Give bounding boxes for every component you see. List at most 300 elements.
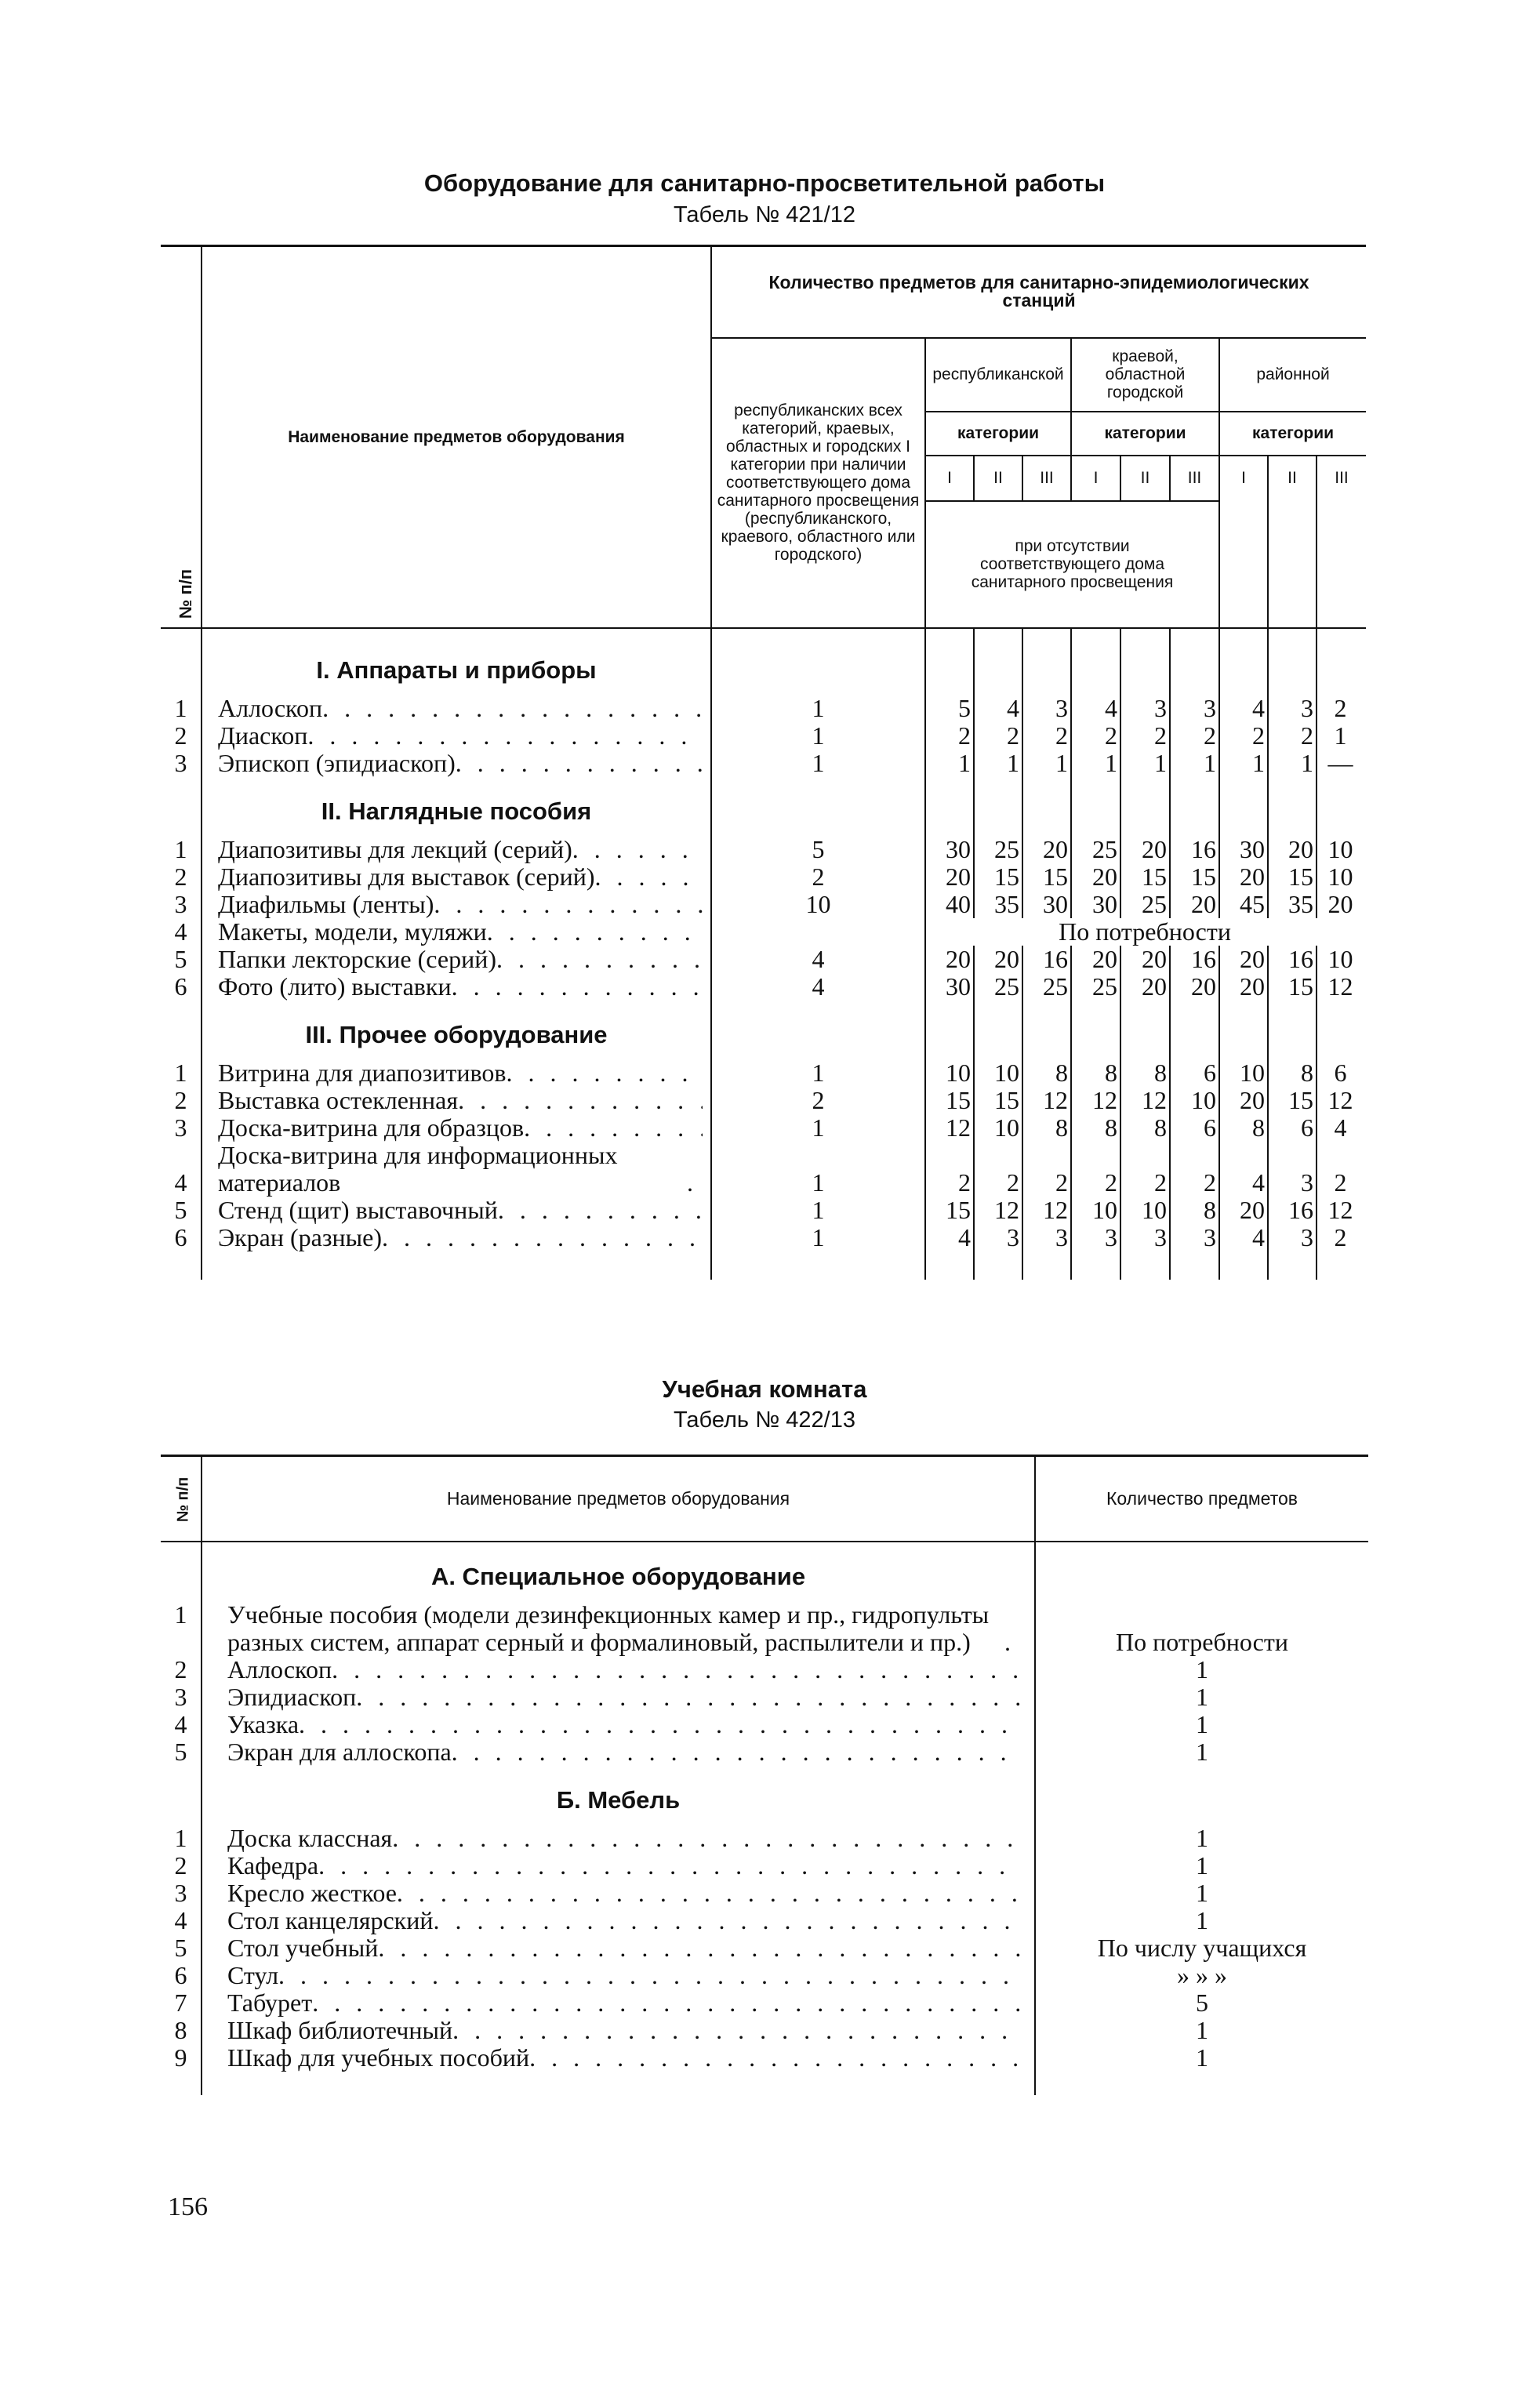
item-name <box>202 946 711 973</box>
dot-leader <box>307 722 703 750</box>
item-name-wrap <box>202 1907 1034 1934</box>
header-cat: I <box>925 456 974 501</box>
dot-leader <box>452 1738 1020 1766</box>
item-name-text: Доска классная <box>227 1823 393 1852</box>
quantity-value: 1 <box>1035 1656 1368 1683</box>
section-num <box>161 1001 202 1059</box>
empty-cell <box>1022 636 1071 695</box>
category-value: 2 <box>1317 695 1366 722</box>
item-name <box>202 1656 1035 1683</box>
category-value: 4 <box>1219 695 1268 722</box>
category-value: 16 <box>1170 836 1219 863</box>
row-number: 2 <box>161 863 202 891</box>
item-name-text: Табурет <box>227 1988 313 2017</box>
category-value: 16 <box>1268 946 1317 973</box>
category-value: 1 <box>1071 750 1120 777</box>
spacer-cell <box>1170 628 1219 636</box>
item-name-text: Стенд (щит) выставочный <box>218 1195 498 1224</box>
quantity-value: 1 <box>1035 1852 1368 1880</box>
item-name-text: Экран (разные) <box>218 1222 382 1251</box>
dot-leader <box>382 1224 703 1251</box>
row-number: 9 <box>161 2044 202 2072</box>
category-value: 8 <box>1071 1059 1120 1087</box>
item-name-text: Шкаф для учебных пособий <box>227 2043 530 2072</box>
empty-cell <box>711 1001 925 1059</box>
item-name-text: Диафильмы (ленты) <box>218 889 434 918</box>
category-value: 1 <box>925 750 974 777</box>
category-value: 16 <box>1268 1197 1317 1224</box>
spacer-cell <box>202 628 711 636</box>
table-row <box>161 1059 1366 1087</box>
rep-all-value: 4 <box>711 946 925 973</box>
category-value: 2 <box>1268 722 1317 750</box>
header-name: Наименование предметов оборудования <box>202 246 711 628</box>
item-name-text: Экран для аллоскопа <box>227 1737 452 1766</box>
dot-leader <box>452 973 703 1001</box>
item-name <box>202 1683 1035 1711</box>
empty-cell <box>1170 777 1219 836</box>
rep-all-value: 5 <box>711 836 925 863</box>
rep-all-value <box>711 918 925 946</box>
category-value: 25 <box>974 973 1022 1001</box>
item-name-wrap <box>202 918 710 946</box>
category-value: 1 <box>1120 750 1170 777</box>
quantity-value: По числу учащихся <box>1035 1934 1368 1962</box>
table-row <box>161 1907 1368 1934</box>
item-name <box>202 1059 711 1087</box>
category-value: 20 <box>1219 863 1268 891</box>
table-row <box>161 1087 1366 1114</box>
row-number: 5 <box>161 1197 202 1224</box>
table-row <box>161 946 1366 973</box>
rep-all-value: 2 <box>711 1087 925 1114</box>
category-value: 2 <box>1022 722 1071 750</box>
category-value: 20 <box>1120 973 1170 1001</box>
table-row <box>161 1711 1368 1738</box>
item-name-wrap <box>202 1989 1034 2017</box>
dot-leader <box>458 1087 703 1114</box>
item-name-wrap <box>202 1738 1034 1766</box>
item-name-wrap <box>202 973 710 1001</box>
row-number: 4 <box>161 1142 202 1197</box>
category-value: 15 <box>925 1087 974 1114</box>
category-value: 2 <box>925 722 974 750</box>
empty-cell <box>1120 1001 1170 1059</box>
row-number: 6 <box>161 1962 202 1989</box>
dot-leader <box>487 918 703 946</box>
item-name <box>202 1142 711 1197</box>
table-422-13 <box>161 1455 1368 2095</box>
table-row <box>161 2044 1368 2072</box>
table-row <box>161 973 1366 1001</box>
empty-cell <box>1120 636 1170 695</box>
rep-all-value: 1 <box>711 750 925 777</box>
item-name-wrap <box>202 836 710 863</box>
rep-all-value: 1 <box>711 1224 925 1251</box>
header-category: категории <box>925 412 1071 456</box>
spacer-cell <box>1071 1251 1120 1280</box>
spacer-cell <box>1219 1251 1268 1280</box>
item-name-wrap <box>202 946 710 973</box>
table-row <box>161 1142 1366 1197</box>
header-cat: III <box>1170 456 1219 501</box>
category-value: 3 <box>1022 1224 1071 1251</box>
category-value: 10 <box>1120 1197 1170 1224</box>
empty-cell <box>1219 777 1268 836</box>
header-absent-note: при отсутствии соответствующего дома санитарного просвещения <box>925 501 1219 628</box>
header-cat: I <box>1219 456 1268 628</box>
item-name-wrap <box>202 1711 1034 1738</box>
item-name <box>202 1880 1035 1907</box>
category-value: 10 <box>1219 1059 1268 1087</box>
row-number: 6 <box>161 973 202 1001</box>
header-cat: II <box>1268 456 1317 628</box>
category-value: 25 <box>1120 891 1170 918</box>
row-number: 1 <box>161 836 202 863</box>
dot-leader <box>322 695 703 722</box>
spacer-cell <box>925 1251 974 1280</box>
item-name <box>202 1852 1035 1880</box>
table-row <box>161 1738 1368 1766</box>
header-cat: II <box>1120 456 1170 501</box>
item-name <box>202 973 711 1001</box>
spacer-cell <box>1022 1251 1071 1280</box>
item-name-wrap <box>202 1656 1034 1683</box>
section-heading: II. Наглядные пособия <box>202 777 711 836</box>
item-name <box>202 1907 1035 1934</box>
category-value: 1 <box>1219 750 1268 777</box>
category-value: 3 <box>1120 1224 1170 1251</box>
category-value: 20 <box>1170 973 1219 1001</box>
table-row <box>161 1962 1368 1989</box>
category-value: 3 <box>1120 695 1170 722</box>
item-name <box>202 918 711 946</box>
item-name <box>202 1087 711 1114</box>
row-number: 1 <box>161 1059 202 1087</box>
category-value: 10 <box>974 1059 1022 1087</box>
category-value: 12 <box>1022 1087 1071 1114</box>
table-row <box>161 1114 1366 1142</box>
category-value: 2 <box>1022 1142 1071 1197</box>
table-row <box>161 1880 1368 1907</box>
empty-cell <box>1268 636 1317 695</box>
table-row <box>161 1825 1368 1852</box>
item-name-wrap <box>202 1197 710 1224</box>
category-value: 3 <box>1071 1224 1120 1251</box>
rep-all-value: 2 <box>711 863 925 891</box>
empty-cell <box>1268 1001 1317 1059</box>
category-value: 20 <box>1219 1197 1268 1224</box>
category-value: 12 <box>1022 1197 1071 1224</box>
spacer-cell <box>711 1251 925 1280</box>
item-name <box>202 1962 1035 1989</box>
section-num <box>161 636 202 695</box>
empty-cell <box>1317 1001 1366 1059</box>
spacer-cell <box>161 628 202 636</box>
dot-leader <box>529 2044 1020 2072</box>
table-row <box>161 2017 1368 2044</box>
category-value: 2 <box>1317 1142 1366 1197</box>
item-name <box>202 1825 1035 1852</box>
item-name-wrap <box>202 750 710 777</box>
item-name-wrap <box>202 1880 1034 1907</box>
header-cat: II <box>974 456 1022 501</box>
empty-cell <box>925 1001 974 1059</box>
category-value: 35 <box>974 891 1022 918</box>
table2-title: Учебная комната <box>662 1375 867 1403</box>
category-value: 4 <box>1219 1224 1268 1251</box>
dot-leader <box>378 1934 1020 1962</box>
row-number: 4 <box>161 1711 202 1738</box>
row-number: 3 <box>161 1683 202 1711</box>
category-value: 8 <box>1268 1059 1317 1087</box>
table1-number: Табель № 421/12 <box>674 202 855 227</box>
row-number: 1 <box>161 1825 202 1852</box>
header-group-district: районной <box>1219 338 1366 412</box>
spanning-value: По потребности <box>925 918 1366 946</box>
dot-leader <box>397 1880 1020 1907</box>
item-name-wrap <box>202 1934 1034 1962</box>
table-row <box>161 863 1366 891</box>
header-cat: III <box>1317 456 1366 628</box>
category-value: 12 <box>1317 973 1366 1001</box>
empty-cell <box>1170 636 1219 695</box>
section-heading: Б. Мебель <box>202 1766 1035 1825</box>
header-group-krai: краевой, областной городской <box>1071 338 1219 412</box>
empty-cell <box>974 777 1022 836</box>
item-name-wrap <box>202 1087 710 1114</box>
empty-cell <box>1035 1542 1368 1601</box>
category-value: 2 <box>1120 1142 1170 1197</box>
rep-all-value: 1 <box>711 1142 925 1197</box>
category-value: 10 <box>1317 863 1366 891</box>
item-name-wrap <box>202 1825 1034 1852</box>
category-value: 3 <box>974 1224 1022 1251</box>
empty-cell <box>1317 636 1366 695</box>
section-num <box>161 777 202 836</box>
item-name-text: Стул <box>227 1960 279 1989</box>
row-number: 7 <box>161 1989 202 2017</box>
empty-cell <box>1022 1001 1071 1059</box>
category-value: 12 <box>1071 1087 1120 1114</box>
table-row <box>161 1989 1368 2017</box>
category-value: 3 <box>1170 695 1219 722</box>
spacer-cell <box>1219 628 1268 636</box>
category-value: 2 <box>974 722 1022 750</box>
category-value: 20 <box>925 863 974 891</box>
item-name-text: Макеты, модели, муляжи <box>218 917 487 946</box>
item-name <box>202 891 711 918</box>
table-row <box>161 1934 1368 1962</box>
category-value: 16 <box>1170 946 1219 973</box>
category-value: 1 <box>1317 722 1366 750</box>
row-number: 2 <box>161 1087 202 1114</box>
category-value: 4 <box>1317 1114 1366 1142</box>
category-value: 15 <box>1022 863 1071 891</box>
category-value: 20 <box>1071 946 1120 973</box>
item-name-wrap <box>202 722 710 750</box>
rep-all-value: 1 <box>711 1114 925 1142</box>
dot-leader <box>496 946 703 973</box>
item-name <box>202 2017 1035 2044</box>
item-name-text: Доска-витрина для информационных материалов <box>218 1140 618 1197</box>
spacer-cell <box>1035 2072 1368 2095</box>
quantity-value: 1 <box>1035 1907 1368 1934</box>
category-value: 20 <box>1268 836 1317 863</box>
category-value: 2 <box>1170 1142 1219 1197</box>
spacer-cell <box>974 1251 1022 1280</box>
category-value: 1 <box>1022 750 1071 777</box>
spacer-cell <box>161 1251 202 1280</box>
row-number: 3 <box>161 1880 202 1907</box>
item-name <box>202 1738 1035 1766</box>
dot-leader <box>433 1907 1020 1934</box>
item-name-wrap <box>202 1852 1034 1880</box>
category-value: 25 <box>1071 973 1120 1001</box>
item-name-text: Эпископ (эпидиаскоп) <box>218 748 456 777</box>
dot-leader <box>572 836 703 863</box>
category-value: 6 <box>1170 1114 1219 1142</box>
header-cat: I <box>1071 456 1120 501</box>
spacer-cell <box>1317 628 1366 636</box>
item-name <box>202 695 711 722</box>
item-name <box>202 722 711 750</box>
dot-leader <box>1004 1629 1020 1656</box>
spacer-cell <box>202 2072 1035 2095</box>
section-heading: I. Аппараты и приборы <box>202 636 711 695</box>
category-value: 8 <box>1022 1114 1071 1142</box>
item-name-wrap <box>202 1114 710 1142</box>
item-name <box>202 863 711 891</box>
category-value: 2 <box>1317 1224 1366 1251</box>
empty-cell <box>1022 777 1071 836</box>
spacer-cell <box>974 628 1022 636</box>
category-value: 12 <box>1317 1197 1366 1224</box>
header-num <box>161 246 202 628</box>
section-heading: А. Специальное оборудование <box>202 1542 1035 1601</box>
row-number: 8 <box>161 2017 202 2044</box>
table-row <box>161 1852 1368 1880</box>
category-value: 10 <box>1170 1087 1219 1114</box>
category-value: 1 <box>1170 750 1219 777</box>
item-name-text: Кафедра <box>227 1850 319 1880</box>
rep-all-value: 1 <box>711 1197 925 1224</box>
item-name-wrap <box>202 695 710 722</box>
category-value: 3 <box>1268 1142 1317 1197</box>
spacer-cell <box>1120 1251 1170 1280</box>
item-name-wrap <box>202 2044 1034 2072</box>
header-rep-all: республиканских всех категорий, краевых, областных и городских I категории при наличии соответствующего дома санитарного просвещения (республиканского, краевого, областного или городского) <box>711 338 925 628</box>
category-value: 16 <box>1022 946 1071 973</box>
row-number: 3 <box>161 750 202 777</box>
category-value: 15 <box>1268 863 1317 891</box>
table-row <box>161 722 1366 750</box>
empty-cell <box>974 636 1022 695</box>
dot-leader <box>456 750 703 777</box>
category-value: 30 <box>1219 836 1268 863</box>
table-row <box>161 1601 1368 1656</box>
dot-leader <box>498 1197 703 1224</box>
item-name-wrap <box>202 1142 710 1197</box>
dot-leader <box>299 1711 1020 1738</box>
item-name <box>202 1601 1035 1656</box>
item-name <box>202 750 711 777</box>
table-row <box>161 836 1366 863</box>
quantity-value: 1 <box>1035 2017 1368 2044</box>
item-name-text: Диапозитивы для выставок (серий) <box>218 862 595 891</box>
category-value: 8 <box>1219 1114 1268 1142</box>
category-value: 20 <box>1219 973 1268 1001</box>
header-num-label: № п/п <box>174 1476 192 1523</box>
category-value: 5 <box>925 695 974 722</box>
row-number: 5 <box>161 946 202 973</box>
category-value: 8 <box>1120 1059 1170 1087</box>
category-value: 2 <box>974 1142 1022 1197</box>
category-value: 3 <box>1022 695 1071 722</box>
table-row <box>161 1224 1366 1251</box>
empty-cell <box>711 636 925 695</box>
section-heading-row <box>161 1001 1366 1059</box>
item-name-text: Аллоскоп <box>218 693 323 722</box>
row-number: 3 <box>161 891 202 918</box>
item-name-text: Выставка остекленная <box>218 1085 459 1114</box>
category-value: 40 <box>925 891 974 918</box>
category-value: 20 <box>1219 946 1268 973</box>
dot-leader <box>318 1852 1020 1880</box>
item-name-wrap <box>202 1059 710 1087</box>
row-number: 1 <box>161 1601 202 1656</box>
item-name-wrap <box>202 863 710 891</box>
header-cat: III <box>1022 456 1071 501</box>
quantity-value: » » » <box>1035 1962 1368 1989</box>
spacer-cell <box>202 1251 711 1280</box>
item-name <box>202 1224 711 1251</box>
empty-cell <box>1071 1001 1120 1059</box>
item-name-text: Папки лекторские (серий) <box>218 944 496 973</box>
quantity-value: 1 <box>1035 2044 1368 2072</box>
category-value: 12 <box>925 1114 974 1142</box>
category-value: 20 <box>974 946 1022 973</box>
rep-all-value: 1 <box>711 1059 925 1087</box>
empty-cell <box>1170 1001 1219 1059</box>
category-value: 45 <box>1219 891 1268 918</box>
dot-leader <box>332 1656 1020 1683</box>
empty-cell <box>925 777 974 836</box>
category-value: 8 <box>1022 1059 1071 1087</box>
table1-title: Оборудование для санитарно-просветительной работы <box>423 169 1106 197</box>
row-number: 2 <box>161 722 202 750</box>
category-value: 3 <box>1170 1224 1219 1251</box>
header-name: Наименование предметов оборудования <box>202 1456 1035 1542</box>
item-name-text: Кресло жесткое <box>227 1878 397 1907</box>
item-name-text: Доска-витрина для образцов <box>218 1113 525 1142</box>
item-name-wrap <box>202 891 710 918</box>
category-value: 8 <box>1071 1114 1120 1142</box>
spacer-cell <box>1268 628 1317 636</box>
category-value: 20 <box>1071 863 1120 891</box>
item-name-text: Аллоскоп <box>227 1654 332 1683</box>
table-row <box>161 1656 1368 1683</box>
empty-cell <box>711 777 925 836</box>
category-value: 2 <box>1071 1142 1120 1197</box>
category-value: 2 <box>1219 722 1268 750</box>
row-number: 5 <box>161 1738 202 1766</box>
table-row <box>161 695 1366 722</box>
rep-all-value: 10 <box>711 891 925 918</box>
spacer-cell <box>1170 1251 1219 1280</box>
table2-number: Табель № 422/13 <box>674 1407 855 1433</box>
category-value: 30 <box>925 973 974 1001</box>
